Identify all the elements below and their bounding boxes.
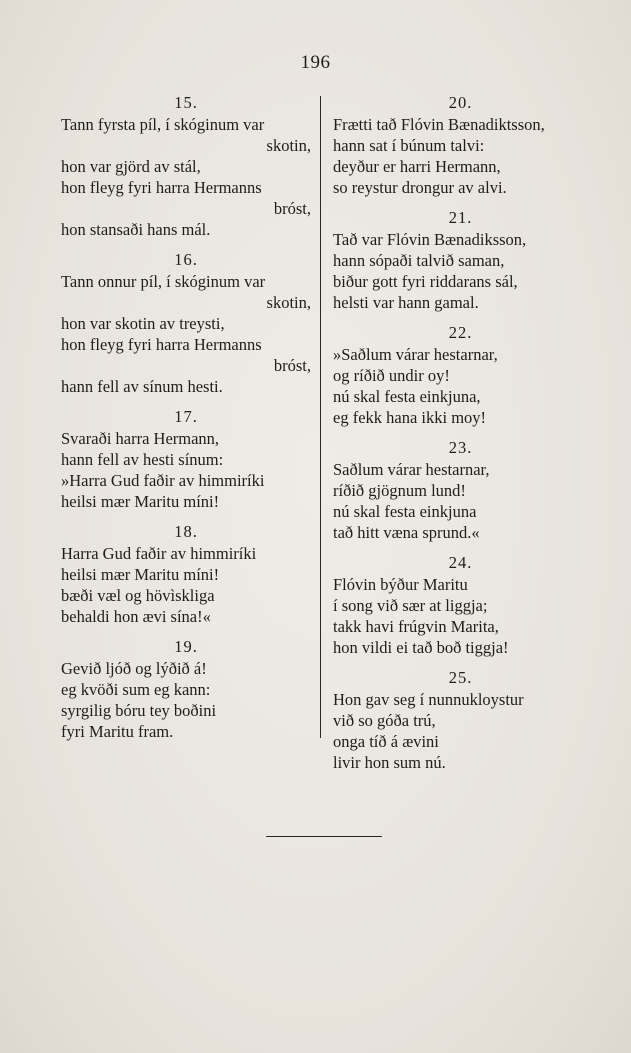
- verse-line: nú skal festa einkjuna: [333, 502, 477, 521]
- stanza-number: 17.: [174, 407, 198, 426]
- stanza-number: 21.: [448, 208, 473, 227]
- stanza: [333, 92, 588, 198]
- stanza-number: 16.: [174, 250, 198, 269]
- verse-line: onga tíð á ævini: [333, 732, 439, 751]
- verse-line: hon var skotin av treysti,: [61, 314, 225, 333]
- verse-line: skotin,: [266, 136, 311, 155]
- verse-line: biður gott fyri riddarans sál,: [333, 272, 518, 291]
- left-column: [61, 92, 311, 751]
- verse-line: eg kvöði sum eg kann:: [61, 680, 211, 699]
- stanza-number: 20.: [448, 93, 473, 112]
- verse-line: Saðlum várar hestarnar,: [333, 460, 490, 479]
- stanza: [333, 437, 588, 543]
- stanza: [333, 667, 588, 773]
- verse-line: Gevið ljóð og lýðið á!: [61, 659, 207, 678]
- verse-line: behaldi hon ævi sína!«: [61, 607, 211, 626]
- stanza: [61, 249, 311, 397]
- stanza-number: 24.: [448, 553, 473, 572]
- stanza-number: 18.: [174, 522, 198, 541]
- page-number: 196: [300, 52, 331, 73]
- stanza: [61, 521, 311, 627]
- stanza: [333, 552, 588, 658]
- stanza-number: 19.: [174, 637, 198, 656]
- verse-line: bróst,: [273, 199, 311, 218]
- right-column: [333, 92, 588, 782]
- verse-line: við so góða trú,: [333, 711, 436, 730]
- verse-line: Svaraði harra Hermann,: [61, 429, 220, 448]
- verse-line: hann fell av sínum hesti.: [61, 377, 223, 396]
- verse-line: hann sat í búnum talvi:: [333, 136, 485, 155]
- stanza: [333, 207, 588, 313]
- verse-line: »Harra Gud faðir av himmiríki: [61, 471, 265, 490]
- stanza: [61, 636, 311, 742]
- verse-line: í song við sær at liggja;: [333, 596, 488, 615]
- verse-line: hon vildi ei tað boð tiggja!: [333, 638, 509, 657]
- verse-line: skotin,: [266, 293, 311, 312]
- stanza-number: 15.: [174, 93, 198, 112]
- column-divider: [320, 96, 321, 738]
- verse-line: eg fekk hana ikki moy!: [333, 408, 487, 427]
- verse-line: Harra Gud faðir av himmiríki: [61, 544, 257, 563]
- verse-line: hon var gjörd av stál,: [61, 157, 201, 176]
- footer-rule: [266, 836, 382, 837]
- verse-line: »Saðlum várar hestarnar,: [333, 345, 498, 364]
- verse-line: Tann fyrsta píl, í skóginum var: [61, 115, 265, 134]
- stanza: [61, 92, 311, 240]
- verse-line: so reystur drongur av alvi.: [333, 178, 507, 197]
- verse-line: Tað var Flóvin Bænadiksson,: [333, 230, 527, 249]
- verse-line: heilsi mær Maritu míni!: [61, 492, 220, 511]
- verse-line: fyri Maritu fram.: [61, 722, 174, 741]
- verse-line: Hon gav seg í nunnukloystur: [333, 690, 524, 709]
- stanza-number: 23.: [448, 438, 473, 457]
- verse-line: bróst,: [273, 356, 311, 375]
- verse-line: tað hitt væna sprund.«: [333, 523, 480, 542]
- verse-line: bæði væl og hövìskliga: [61, 586, 215, 605]
- verse-line: Frætti tað Flóvin Bænadiktsson,: [333, 115, 545, 134]
- stanza: [333, 322, 588, 428]
- verse-line: Flóvin býður Maritu: [333, 575, 468, 594]
- verse-line: helsti var hann gamal.: [333, 293, 479, 312]
- verse-line: takk havi frúgvin Marita,: [333, 617, 499, 636]
- verse-line: heilsi mær Maritu míni!: [61, 565, 220, 584]
- verse-line: hon fleyg fyri harra Hermanns: [61, 178, 262, 197]
- verse-line: nú skal festa einkjuna,: [333, 387, 481, 406]
- verse-line: hann fell av hesti sínum:: [61, 450, 224, 469]
- verse-line: livir hon sum nú.: [333, 753, 446, 772]
- stanza-number: 25.: [448, 668, 473, 687]
- verse-line: og ríðið undir oy!: [333, 366, 450, 385]
- verse-line: hon fleyg fyri harra Hermanns: [61, 335, 262, 354]
- verse-line: hann sópaði talvið saman,: [333, 251, 505, 270]
- stanza-number: 22.: [448, 323, 473, 342]
- stanza: [61, 406, 311, 512]
- verse-line: syrgilig bóru tey boðini: [61, 701, 217, 720]
- verse-line: ríðið gjögnum lund!: [333, 481, 466, 500]
- verse-line: hon stansaði hans mál.: [61, 220, 211, 239]
- verse-line: deyður er harri Hermann,: [333, 157, 501, 176]
- verse-line: Tann onnur píl, í skóginum var: [61, 272, 266, 291]
